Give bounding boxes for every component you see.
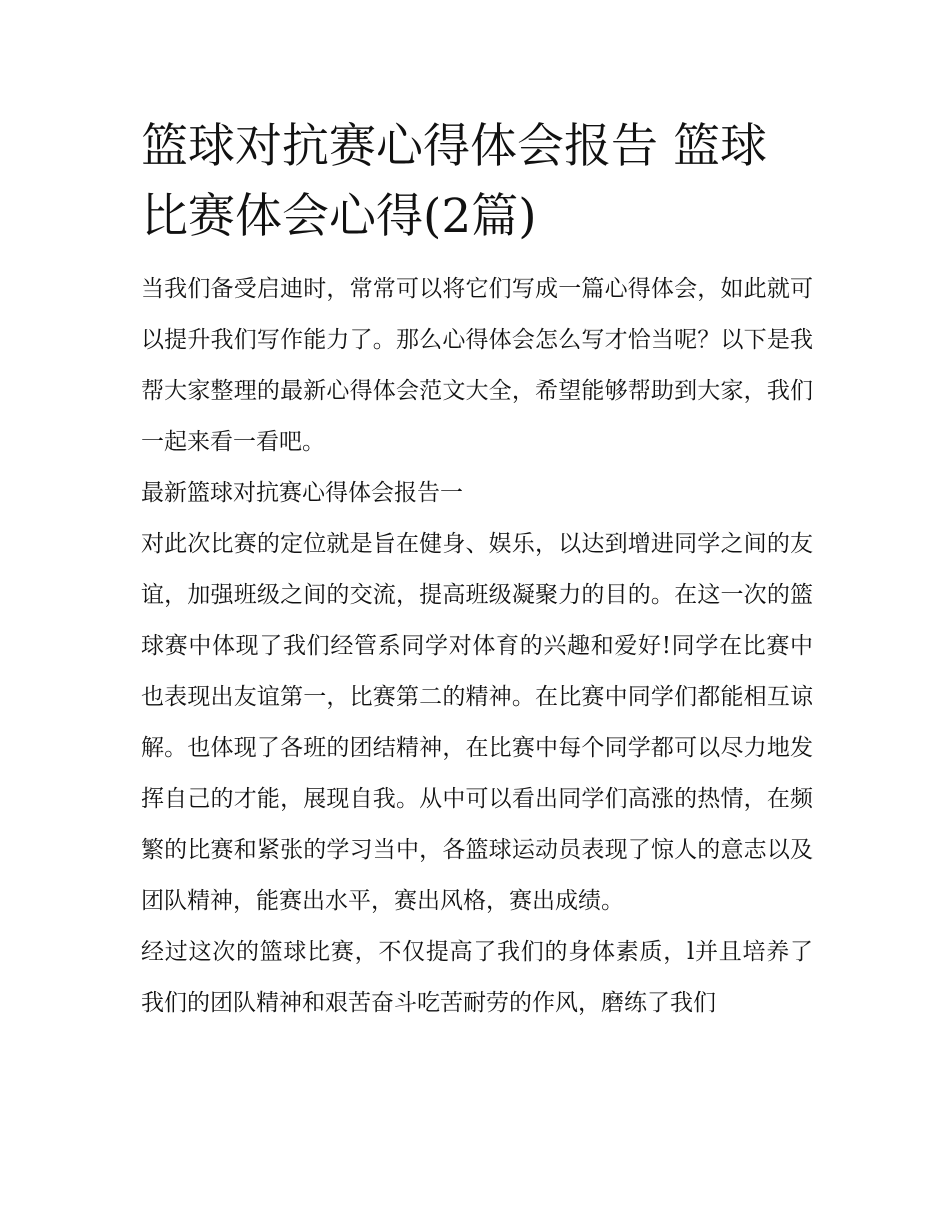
section-heading: 最新篮球对抗赛心得体会报告一 (141, 480, 463, 506)
body-paragraph: 经过这次的篮球比赛，不仅提高了我们的身体素质，l并且培养了我们的团队精神和艰苦奋斗吃苦耐劳的作风，磨练了我们 (141, 939, 813, 1016)
document-title: 篮球对抗赛心得体会报告 篮球比赛体会心得(2篇) (141, 119, 767, 244)
body-paragraph: 对此次比赛的定位就是旨在健身、娱乐，以达到增进同学之间的友谊，加强班级之间的交流，提高班级凝聚力的目的。在这一次的篮球赛中体现了我们经管系同学对体育的兴趣和爱好!同学在比赛中也表现出友谊第一，比赛第二的精神。在比赛中同学们都能相互谅解。也体现了各班的团结精神，在比赛中每个同学都可以尽力地发挥自己的才能，展现自我。从中可以看出同学们高涨的热情，在频繁的比赛和紧张的学习当中，各篮球运动员表现了惊人的意志以及团队精神，能赛出水平，赛出风格，赛出成绩。 (141, 531, 813, 914)
document-body (141, 112, 813, 1029)
intro-paragraph: 当我们备受启迪时，常常可以将它们写成一篇心得体会，如此就可以提升我们写作能力了。那么心得体会怎么写才恰当呢？以下是我帮大家整理的最新心得体会范文大全，希望能够帮助到大家，我们一起来看一看吧。 (141, 276, 813, 455)
